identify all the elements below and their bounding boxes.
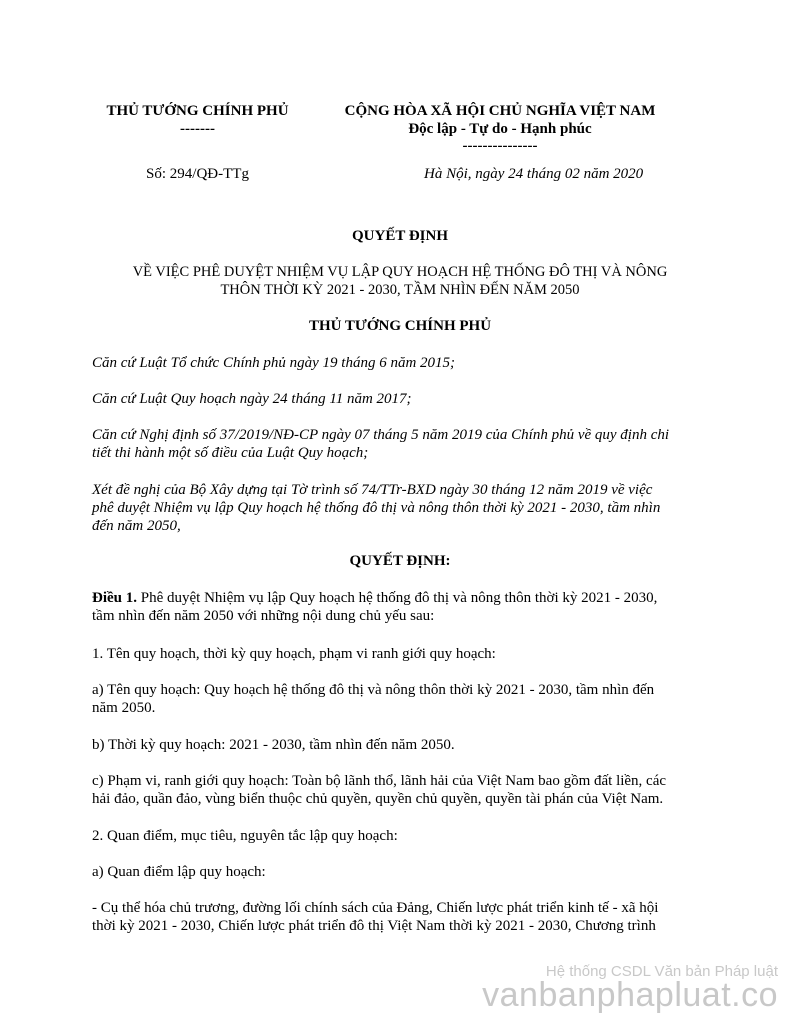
section-1c-line: hải đảo, quần đảo, vùng biển thuộc chủ quyền, quyền chủ quyền, quyền tài phán của Việt Nam. <box>92 791 664 807</box>
document-type: QUYẾT ĐỊNH <box>352 228 448 244</box>
subject-line-1: VỀ VIỆC PHÊ DUYỆT NHIỆM VỤ LẬP QUY HOẠCH HỆ THỐNG ĐÔ THỊ VÀ NÔNG <box>132 264 668 280</box>
section-1c <box>92 772 712 808</box>
section-1b: b) Thời kỳ quy hoạch: 2021 - 2030, tầm nhìn đến năm 2050. <box>92 737 455 753</box>
document-number: Số: 294/QĐ-TTg <box>146 166 249 182</box>
section-2-heading: 2. Quan điểm, mục tiêu, nguyên tắc lập quy hoạch: <box>92 828 398 844</box>
preamble-item: Căn cứ Luật Quy hoạch ngày 24 tháng 11 năm 2017; <box>92 391 412 407</box>
section-1a <box>92 681 712 717</box>
watermark-caption: Hệ thống CSDL Văn bản Pháp luật <box>545 963 778 980</box>
article-1 <box>92 589 712 625</box>
place-and-date: Hà Nội, ngày 24 tháng 02 năm 2020 <box>424 166 644 182</box>
preamble-line: tiết thi hành một số điều của Luật Quy hoạch; <box>92 445 369 461</box>
section-1a-line: năm 2050. <box>92 700 156 716</box>
section-1a-line: a) Tên quy hoạch: Quy hoạch hệ thống đô thị và nông thôn thời kỳ 2021 - 2030, tầm nhìn đến <box>92 682 655 698</box>
article-1-label: Điều 1. <box>92 590 137 606</box>
article-1-text: Phê duyệt Nhiệm vụ lập Quy hoạch hệ thống đô thị và nông thôn thời kỳ 2021 - 2030, <box>137 590 658 606</box>
agency-underline: ------- <box>180 121 215 137</box>
article-1-text: tầm nhìn đến năm 2050 với những nội dung chủ yếu sau: <box>92 608 435 624</box>
preamble-item <box>92 481 712 535</box>
national-title: CỘNG HÒA XÃ HỘI CHỦ NGHĨA VIỆT NAM <box>344 103 656 119</box>
preamble-line: phê duyệt Nhiệm vụ lập Quy hoạch hệ thống đô thị và nông thôn thời kỳ 2021 - 2030, tầm nhìn <box>92 500 661 516</box>
preamble-line: Căn cứ Nghị định số 37/2019/NĐ-CP ngày 07 tháng 5 năm 2019 của Chính phủ về quy định chi <box>92 427 670 443</box>
issuing-agency: THỦ TƯỚNG CHÍNH PHỦ <box>106 103 289 119</box>
bullet-line: - Cụ thể hóa chủ trương, đường lối chính sách của Đảng, Chiến lược phát triển kinh tế - xã hội <box>92 900 659 916</box>
preamble-line: đến năm 2050, <box>92 518 181 534</box>
issuing-authority: THỦ TƯỚNG CHÍNH PHỦ <box>308 318 492 334</box>
watermark-site: vanbanphapluat.co <box>482 976 778 1014</box>
preamble-item <box>92 426 712 462</box>
bullet-paragraph <box>92 899 712 935</box>
motto-underline: --------------- <box>462 138 538 154</box>
preamble-item: Căn cứ Luật Tổ chức Chính phủ ngày 19 tháng 6 năm 2015; <box>92 355 456 371</box>
section-1c-line: c) Phạm vi, ranh giới quy hoạch: Toàn bộ lãnh thổ, lãnh hải của Việt Nam bao gồm đất liền, các <box>92 773 667 789</box>
section-2a-heading: a) Quan điểm lập quy hoạch: <box>92 864 266 880</box>
decision-heading: QUYẾT ĐỊNH: <box>349 553 451 569</box>
subject-line-2: THÔN THỜI KỲ 2021 - 2030, TẦM NHÌN ĐẾN NĂM 2050 <box>220 282 580 298</box>
bullet-line: thời kỳ 2021 - 2030, Chiến lược phát triển đô thị Việt Nam thời kỳ 2021 - 2030, Chương trình <box>92 918 656 934</box>
preamble-line: Xét đề nghị của Bộ Xây dựng tại Tờ trình số 74/TTr-BXD ngày 30 tháng 12 năm 2019 về việc <box>92 482 653 498</box>
national-motto: Độc lập - Tự do - Hạnh phúc <box>408 121 592 137</box>
section-1-heading: 1. Tên quy hoạch, thời kỳ quy hoạch, phạm vi ranh giới quy hoạch: <box>92 646 496 662</box>
